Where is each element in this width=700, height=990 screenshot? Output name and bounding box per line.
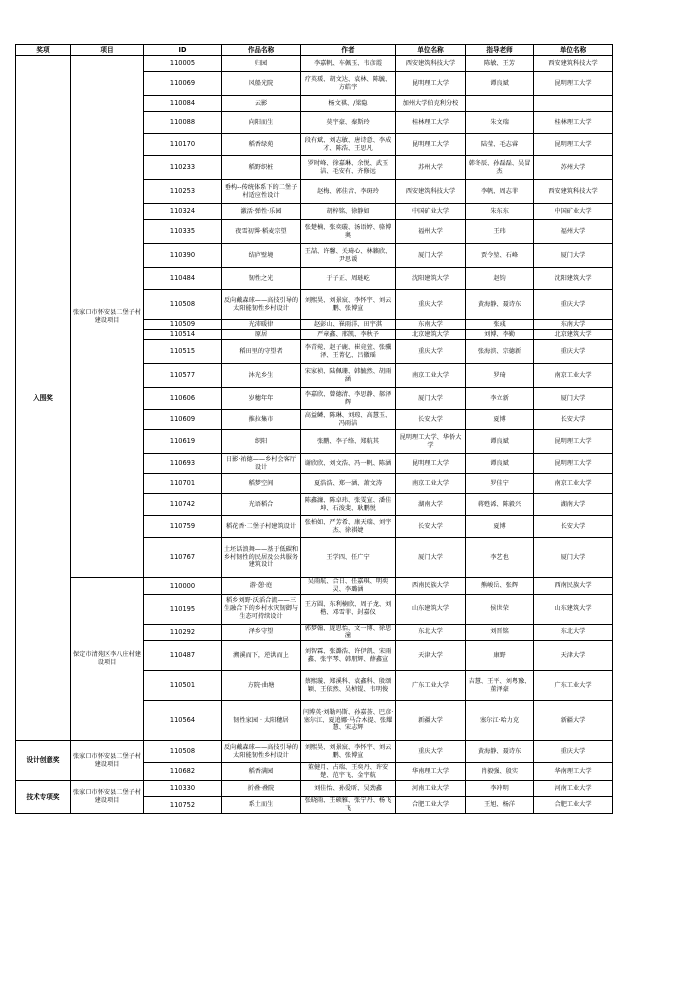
unit-cell: 合肥工业大学 — [396, 797, 466, 814]
id-cell: 110514 — [144, 330, 222, 340]
advisor-unit-cell: 昆明理工大学 — [534, 430, 613, 454]
advisor-cell: 刘晋铭 — [466, 624, 534, 641]
title-cell: 方院·曲塘 — [222, 671, 301, 701]
title-cell: 溯溪而下，逆洪而上 — [222, 641, 301, 671]
title-cell: 结庐壁境 — [222, 244, 301, 268]
unit-cell: 西南民族大学 — [396, 578, 466, 595]
title-cell: 织阳 — [222, 430, 301, 454]
id-cell: 110330 — [144, 781, 222, 797]
authors-cell: 张晓雨、王硕雅、张宁丹、杨飞飞 — [301, 797, 396, 814]
id-cell: 110606 — [144, 388, 222, 410]
title-cell: 光沛暖律 — [222, 320, 301, 330]
unit-cell: 苏州大学 — [396, 156, 466, 180]
unit-cell: 昆明理工大学 — [396, 72, 466, 96]
id-cell: 110759 — [144, 516, 222, 538]
title-cell: 折叠·叠院 — [222, 781, 301, 797]
unit-cell: 南京工业大学 — [396, 474, 466, 494]
header-title: 作品名称 — [222, 45, 301, 56]
advisor-cell: 侯世荣 — [466, 594, 534, 624]
advisor-unit-cell: 桂林理工大学 — [534, 112, 613, 134]
award-cell: 设计创意奖 — [16, 741, 71, 781]
title-cell: 稻香绿苑 — [222, 134, 301, 156]
advisor-cell: 康野 — [466, 641, 534, 671]
advisor-unit-cell: 昆明理工大学 — [534, 454, 613, 474]
id-cell: 110324 — [144, 204, 222, 220]
header-authors: 作者 — [301, 45, 396, 56]
advisor-unit-cell: 长安大学 — [534, 410, 613, 430]
authors-cell: 董健月、占瑞、王奕丹、许安楚、范宇飞、金宇航 — [301, 763, 396, 781]
advisor-unit-cell: 北京建筑大学 — [534, 330, 613, 340]
advisor-cell: 吉慧、王平、刘粤豫、董泽豪 — [466, 671, 534, 701]
advisor-cell: 贾令堃、石峰 — [466, 244, 534, 268]
authors-cell: 赵梅、郭佳音、李斑玲 — [301, 180, 396, 204]
title-cell: 稻梦空间 — [222, 474, 301, 494]
advisor-cell: 黄海静、聂诗东 — [466, 290, 534, 320]
id-cell: 110069 — [144, 72, 222, 96]
advisor-unit-cell: 广东工业大学 — [534, 671, 613, 701]
advisor-unit-cell: 南京工业大学 — [534, 474, 613, 494]
advisor-unit-cell — [534, 96, 613, 112]
title-cell: 反向戴森球——高技引导的太阳能韧性乡村设计 — [222, 741, 301, 763]
advisor-cell: 刘博、李勤 — [466, 330, 534, 340]
project-cell: 保定市清苑区李八庄村建设项目 — [71, 578, 144, 741]
title-cell: 稻乡刘野·沃滔合流——三生融合下的乡村水灾韧御与生态可持续设计 — [222, 594, 301, 624]
title-cell: 韧性之光 — [222, 268, 301, 290]
authors-cell: 杨文祺、/梁隐 — [301, 96, 396, 112]
id-cell: 110292 — [144, 624, 222, 641]
award-cell: 入围奖 — [16, 56, 71, 741]
award-cell: 技术专项奖 — [16, 781, 71, 814]
advisor-cell: 肖毅强、殷实 — [466, 763, 534, 781]
advisor-unit-cell: 重庆大学 — [534, 741, 613, 763]
advisor-unit-cell: 南京工业大学 — [534, 364, 613, 388]
advisor-cell: 朱东东 — [466, 204, 534, 220]
unit-cell: 西安建筑科技大学 — [396, 180, 466, 204]
id-cell: 110509 — [144, 320, 222, 330]
title-cell: 激活·弹性·乐园 — [222, 204, 301, 220]
unit-cell: 福州大学 — [396, 220, 466, 244]
authors-cell: 张柏如、严芳希、康天瑞、刘宇杰、徐祺婕 — [301, 516, 396, 538]
id-cell: 110609 — [144, 410, 222, 430]
id-cell: 110515 — [144, 340, 222, 364]
authors-cell: 高益鳞、陈琳、刘琼、高慧玉、冯雨洁 — [301, 410, 396, 430]
project-cell: 张家口市怀安县二堡子村建设项目 — [71, 781, 144, 814]
advisor-cell: 王旭、杨洋 — [466, 797, 534, 814]
id-cell: 110390 — [144, 244, 222, 268]
unit-cell: 西安建筑科技大学 — [396, 56, 466, 72]
advisor-cell: 韩冬辰、孙磊磊、吴冒杰 — [466, 156, 534, 180]
header-unit: 单位名称 — [396, 45, 466, 56]
title-cell: 归园 — [222, 56, 301, 72]
advisor-unit-cell: 河南工业大学 — [534, 781, 613, 797]
id-cell: 110487 — [144, 641, 222, 671]
unit-cell: 长安大学 — [396, 516, 466, 538]
table-row — [16, 578, 613, 595]
id-cell: 110170 — [144, 134, 222, 156]
title-cell: 垂构--传统体系下的二堡子村适应性设计 — [222, 180, 301, 204]
title-cell: 光语稻合 — [222, 494, 301, 516]
authors-cell: 胡梓铭、徐静如 — [301, 204, 396, 220]
unit-cell: 长安大学 — [396, 410, 466, 430]
unit-cell: 重庆大学 — [396, 741, 466, 763]
title-cell: 泽乡守望 — [222, 624, 301, 641]
authors-cell: 王喆、许馨、关琦心、林籁欣、尹思谖 — [301, 244, 396, 268]
advisor-unit-cell: 厦门大学 — [534, 244, 613, 268]
authors-cell: 王方圆、东利楠欣、周子龙、刘楷、邓雪菲、封嘉仪 — [301, 594, 396, 624]
advisor-cell: 夏博 — [466, 410, 534, 430]
authors-cell: 刘佳怡、孙爱昕、吴劲鑫 — [301, 781, 396, 797]
advisor-cell: 谭良斌 — [466, 72, 534, 96]
authors-cell: 刘熙昊、刘景宸、李怀宇、刘云鹏、张博宣 — [301, 741, 396, 763]
advisor-cell: 蒋甦浠、陈毅兴 — [466, 494, 534, 516]
id-cell: 110701 — [144, 474, 222, 494]
id-cell: 110233 — [144, 156, 222, 180]
advisor-unit-cell: 厦门大学 — [534, 388, 613, 410]
title-cell: 岁穗年年 — [222, 388, 301, 410]
header-advisor-unit: 单位名称 — [534, 45, 613, 56]
advisor-unit-cell: 东南大学 — [534, 320, 613, 330]
title-cell: 游·憩·庭 — [222, 578, 301, 595]
advisor-unit-cell: 湖南大学 — [534, 494, 613, 516]
advisor-cell: 王玮 — [466, 220, 534, 244]
advisor-cell — [466, 96, 534, 112]
advisor-cell: 陆莹、毛志睿 — [466, 134, 534, 156]
unit-cell: 沈阳建筑大学 — [396, 268, 466, 290]
unit-cell: 厦门大学 — [396, 388, 466, 410]
title-cell: 风船光院 — [222, 72, 301, 96]
advisor-unit-cell: 新疆大学 — [534, 701, 613, 741]
unit-cell: 北京建筑大学 — [396, 330, 466, 340]
header-id: ID — [144, 45, 222, 56]
authors-cell: 莫宇豪、秦斯玲 — [301, 112, 396, 134]
authors-cell: 陈鑫濂、陈卓玮、张雯宣、潘佳坤、石浚斐、耿鹏悦 — [301, 494, 396, 516]
unit-cell: 东北大学 — [396, 624, 466, 641]
unit-cell: 昆明理工大学 — [396, 134, 466, 156]
id-cell: 110752 — [144, 797, 222, 814]
title-cell: 稻花香·二堡子村建筑设计 — [222, 516, 301, 538]
title-cell: 土坯话浪舞——基于低碳和乡村韧性的民居及公共服务建筑设计 — [222, 538, 301, 578]
id-cell: 110564 — [144, 701, 222, 741]
id-cell: 110484 — [144, 268, 222, 290]
id-cell: 110195 — [144, 594, 222, 624]
table-row — [16, 741, 613, 763]
unit-cell: 天津大学 — [396, 641, 466, 671]
title-cell: 韧性家园 · 太阳穗居 — [222, 701, 301, 741]
title-cell: 稻野织桩 — [222, 156, 301, 180]
authors-cell: 赵彭山、崔雨洋、田宇淇 — [301, 320, 396, 330]
table-row — [16, 56, 613, 72]
unit-cell: 重庆大学 — [396, 290, 466, 320]
header-award: 奖项 — [16, 45, 71, 56]
advisor-cell: 陈敏、王芳 — [466, 56, 534, 72]
title-cell: 日影·祐德——乡村会客厅设计 — [222, 454, 301, 474]
unit-cell: 南京工业大学 — [396, 364, 466, 388]
authors-cell: 王学四、任广宁 — [301, 538, 396, 578]
authors-cell: 刘熙昊、刘景宸、李怀宇、刘云鹏、张博宣 — [301, 290, 396, 320]
title-cell: 稻田里的守望者 — [222, 340, 301, 364]
title-cell: 推拉集市 — [222, 410, 301, 430]
award-table — [15, 44, 613, 814]
unit-cell: 东南大学 — [396, 320, 466, 330]
advisor-cell: 李冲明 — [466, 781, 534, 797]
unit-cell: 厦门大学 — [396, 538, 466, 578]
table-row — [16, 781, 613, 797]
id-cell: 110508 — [144, 741, 222, 763]
advisor-unit-cell: 长安大学 — [534, 516, 613, 538]
advisor-cell: 李艺也 — [466, 538, 534, 578]
unit-cell: 新疆大学 — [396, 701, 466, 741]
authors-cell: 闫博英·刘勒玛斯、孙嘉荟、巴彦·塞尔江、夏追娜·马合木提、张耀慧、宋志辉 — [301, 701, 396, 741]
unit-cell: 厦门大学 — [396, 244, 466, 268]
advisor-cell: 罗佳宁 — [466, 474, 534, 494]
advisor-unit-cell: 沈阳建筑大学 — [534, 268, 613, 290]
id-cell: 110619 — [144, 430, 222, 454]
id-cell: 110088 — [144, 112, 222, 134]
advisor-cell: 朱文瑞 — [466, 112, 534, 134]
authors-cell: 严章鑫、邢凯、李秋予 — [301, 330, 396, 340]
authors-cell: 张楚楠、张奕璇、汤语婷、骆博奥 — [301, 220, 396, 244]
advisor-cell: 李帆、周志菲 — [466, 180, 534, 204]
authors-cell: 疗英瑗、胡文达、袁林、陈毓、方皓宇 — [301, 72, 396, 96]
unit-cell: 重庆大学 — [396, 340, 466, 364]
advisor-unit-cell: 东北大学 — [534, 624, 613, 641]
title-cell: 系土而生 — [222, 797, 301, 814]
advisor-unit-cell: 合肥工业大学 — [534, 797, 613, 814]
unit-cell: 昆明理工大学 — [396, 454, 466, 474]
advisor-unit-cell: 西南民族大学 — [534, 578, 613, 595]
unit-cell: 桂林理工大学 — [396, 112, 466, 134]
advisor-unit-cell: 重庆大学 — [534, 340, 613, 364]
advisor-unit-cell: 西安建筑科技大学 — [534, 180, 613, 204]
authors-cell: 吴雨航、合日、任嘉琪、明奕灵、李璐涵 — [301, 578, 396, 595]
advisor-unit-cell: 苏州大学 — [534, 156, 613, 180]
header-project: 项目 — [71, 45, 144, 56]
advisor-unit-cell: 昆明理工大学 — [534, 72, 613, 96]
unit-cell: 湖南大学 — [396, 494, 466, 516]
authors-cell: 段有斌、刘志敏、唐诗意、李成才、陈浩、王思凡 — [301, 134, 396, 156]
id-cell: 110084 — [144, 96, 222, 112]
advisor-cell: 李立新 — [466, 388, 534, 410]
advisor-unit-cell: 中国矿业大学 — [534, 204, 613, 220]
title-cell: 稻香满园 — [222, 763, 301, 781]
table-body — [16, 56, 613, 814]
title-cell: 反向戴森球——高技引导的太阳能韧性乡村设计 — [222, 290, 301, 320]
id-cell: 110682 — [144, 763, 222, 781]
advisor-cell: 张彧 — [466, 320, 534, 330]
authors-cell: 刘智霖、张潞浩、许伊凯、宋雨鑫、张宇琴、韩朋辉、薛鑫宣 — [301, 641, 396, 671]
advisor-unit-cell: 华南理工大学 — [534, 763, 613, 781]
title-cell: 原居 — [222, 330, 301, 340]
title-cell: 云影 — [222, 96, 301, 112]
id-cell: 110508 — [144, 290, 222, 320]
advisor-cell: 黄海静、聂诗东 — [466, 741, 534, 763]
advisor-cell: 张海滨、宗德新 — [466, 340, 534, 364]
header-advisor: 指导老师 — [466, 45, 534, 56]
advisor-cell: 熊峻岳、张辉 — [466, 578, 534, 595]
advisor-cell: 赵钧 — [466, 268, 534, 290]
authors-cell: 蔡熙璇、郑溪科、袁鑫科、殷颂颖、王依然、吴桢锟、韦明俊 — [301, 671, 396, 701]
authors-cell: 宋家祯、陆佩珊、韩毓然、胡雨涵 — [301, 364, 396, 388]
id-cell: 110253 — [144, 180, 222, 204]
authors-cell: 李嘉欣、曾德清、李思静、郝泽辉 — [301, 388, 396, 410]
id-cell: 110767 — [144, 538, 222, 578]
authors-cell: 李青菀、赵子鹿、崔竟萱、张骥泽、王菁亿、吕徽瑶 — [301, 340, 396, 364]
authors-cell: 张鹏、李子络、郑航其 — [301, 430, 396, 454]
unit-cell: 山东建筑大学 — [396, 594, 466, 624]
authors-cell: 于子正、周琏屹 — [301, 268, 396, 290]
advisor-cell: 夏博 — [466, 516, 534, 538]
project-cell: 张家口市怀安县二堡子村建设项目 — [71, 56, 144, 578]
unit-cell: 华南理工大学 — [396, 763, 466, 781]
id-cell: 110000 — [144, 578, 222, 595]
advisor-cell: 罗琦 — [466, 364, 534, 388]
authors-cell: 谢欣欣、刘文浩、冯一帆、陈涵 — [301, 454, 396, 474]
unit-cell: 广东工业大学 — [396, 671, 466, 701]
title-cell: 向阳而生 — [222, 112, 301, 134]
table-header — [16, 45, 613, 56]
advisor-unit-cell: 西安建筑科技大学 — [534, 56, 613, 72]
authors-cell: 郭梦翰、庞思怡、文一博、徐思潼 — [301, 624, 396, 641]
authors-cell: 罗时峰、徐嘉琳、余悦、武玉洁、毛安有、齐修远 — [301, 156, 396, 180]
advisor-unit-cell: 重庆大学 — [534, 290, 613, 320]
id-cell: 110005 — [144, 56, 222, 72]
title-cell: 沐光乡生 — [222, 364, 301, 388]
advisor-cell: 谭良斌 — [466, 454, 534, 474]
title-cell: 夜雪初霁·稻麦宗望 — [222, 220, 301, 244]
authors-cell: 夏浩浩、郑一涵、萧文涛 — [301, 474, 396, 494]
id-cell: 110335 — [144, 220, 222, 244]
unit-cell: 昆明理工大学、华侨大学 — [396, 430, 466, 454]
unit-cell: 河南工业大学 — [396, 781, 466, 797]
advisor-cell: 谭良斌 — [466, 430, 534, 454]
advisor-unit-cell: 昆明理工大学 — [534, 134, 613, 156]
id-cell: 110577 — [144, 364, 222, 388]
id-cell: 110693 — [144, 454, 222, 474]
unit-cell: 加州大学伯克利分校 — [396, 96, 466, 112]
authors-cell: 李嘉帆、车佩玉、韦彦霞 — [301, 56, 396, 72]
advisor-unit-cell: 山东建筑大学 — [534, 594, 613, 624]
unit-cell: 中国矿业大学 — [396, 204, 466, 220]
project-cell: 张家口市怀安县二堡子村建设项目 — [71, 741, 144, 781]
advisor-unit-cell: 厦门大学 — [534, 538, 613, 578]
advisor-unit-cell: 天津大学 — [534, 641, 613, 671]
advisor-unit-cell: 福州大学 — [534, 220, 613, 244]
advisor-cell: 塞尔江·哈力克 — [466, 701, 534, 741]
id-cell: 110742 — [144, 494, 222, 516]
id-cell: 110501 — [144, 671, 222, 701]
